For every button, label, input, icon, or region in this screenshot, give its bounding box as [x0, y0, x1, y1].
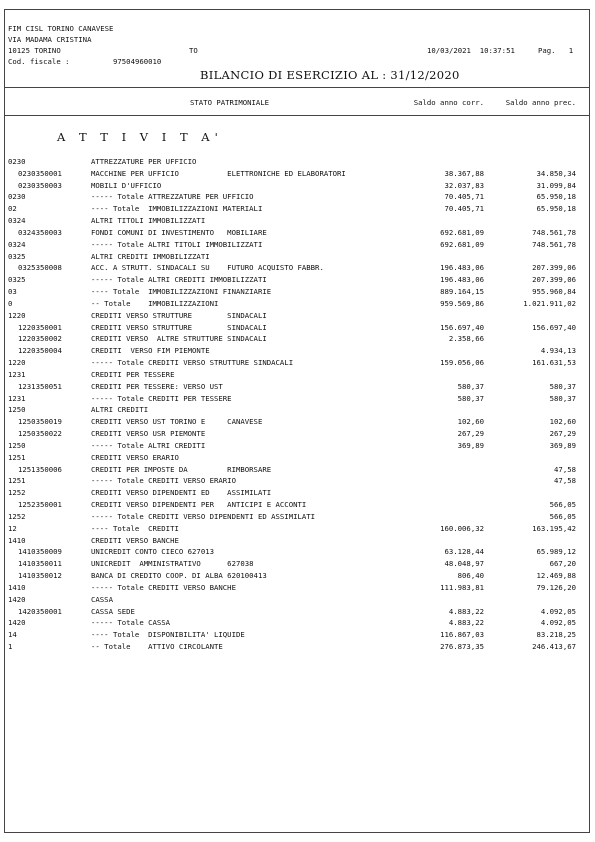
page-number: Pag. 1	[538, 46, 574, 55]
table-row	[0, 416, 595, 427]
balance-previous-year: 34.850,34	[536, 168, 576, 178]
account-code: 1250350019	[18, 417, 62, 427]
table-row	[0, 428, 595, 439]
account-code: 1220350002	[18, 334, 62, 344]
account-code: 1220350001	[18, 322, 62, 332]
balance-previous-year: 580,37	[549, 393, 576, 403]
balance-current-year: 580,37	[457, 381, 484, 391]
account-code: 1252	[8, 511, 26, 521]
report-title: BILANCIO DI ESERCIZIO AL : 31/12/2020	[200, 68, 460, 82]
account-description: CREDITI PER TESSERE	[91, 369, 175, 379]
balance-previous-year: 207.399,06	[532, 263, 576, 273]
account-description: CREDITI VERSO ALTRE STRUTTURE SINDACALI	[91, 334, 267, 344]
account-description: ---- Totale IMMOBILIZZAZIONI MATERIALI	[91, 204, 263, 214]
org-city: 10125 TORINO	[8, 46, 61, 55]
account-code: 0325	[8, 251, 26, 261]
table-row	[0, 617, 595, 628]
balance-current-year: 70.405,71	[444, 192, 484, 202]
table-row	[0, 274, 595, 285]
account-code: 1251350006	[18, 464, 62, 474]
table-row	[0, 440, 595, 451]
table-row	[0, 227, 595, 238]
account-code: 1252	[8, 488, 26, 498]
account-description: CASSA	[91, 594, 113, 604]
account-description: ALTRI CREDITI IMMOBILIZZATI	[91, 251, 210, 261]
table-row	[0, 203, 595, 214]
table-row	[0, 523, 595, 534]
account-description: CREDITI VERSO STRUTTURE SINDACALI	[91, 322, 267, 332]
balance-current-year: 889.164,15	[440, 287, 484, 297]
account-code: 1410	[8, 535, 26, 545]
balance-current-year: 4.883,22	[448, 618, 484, 628]
balance-previous-year: 369,89	[549, 440, 576, 450]
account-description: ----- Totale CREDITI VERSO ERARIO	[91, 476, 236, 486]
balance-previous-year: 4.934,13	[540, 346, 576, 356]
org-name: FIM CISL TORINO CANAVESE	[8, 24, 114, 33]
table-row	[0, 180, 595, 191]
account-code: 1410350012	[18, 571, 62, 581]
table-row	[0, 487, 595, 498]
account-description: CREDITI PER TESSERE: VERSO UST	[91, 381, 223, 391]
account-description: ----- Totale ATTREZZATURE PER UFFICIO	[91, 192, 254, 202]
table-row	[0, 558, 595, 569]
balance-previous-year: 4.092,05	[540, 606, 576, 616]
account-code: 1220	[8, 310, 26, 320]
account-code: 12	[8, 523, 17, 533]
table-row	[0, 452, 595, 463]
account-description: CREDITI VERSO UST TORINO E CANAVESE	[91, 417, 263, 427]
table-row	[0, 629, 595, 640]
balance-current-year: 63.128,44	[444, 547, 484, 557]
table-row	[0, 345, 595, 356]
balance-previous-year: 47,58	[554, 464, 576, 474]
balance-previous-year: 65.950,18	[536, 192, 576, 202]
balance-previous-year: 31.099,84	[536, 180, 576, 190]
account-code: 1250	[8, 405, 26, 415]
account-description: ----- Totale CREDITI VERSO DIPENDENTI ED ASSIMILATI	[91, 511, 316, 521]
balance-current-year: 116.867,03	[440, 630, 484, 640]
balance-current-year: 267,29	[457, 429, 484, 439]
balance-previous-year: 748.561,78	[532, 239, 576, 249]
account-code: 1231	[8, 393, 26, 403]
account-description: CREDITI VERSO BANCHE	[91, 535, 179, 545]
account-description: MACCHINE PER UFFICIO ELETTRONICHE ED ELABORATORI	[91, 168, 346, 178]
account-description: -- Totale ATTIVO CIRCOLANTE	[91, 642, 223, 652]
table-row	[0, 594, 595, 605]
balance-current-year: 692.681,09	[440, 227, 484, 237]
account-description: CREDITI VERSO DIPENDENTI PER ANTICIPI E ACCONTI	[91, 500, 307, 510]
balance-previous-year: 47,58	[554, 476, 576, 486]
account-code: 1420	[8, 594, 26, 604]
balance-previous-year: 79.126,20	[536, 582, 576, 592]
balance-previous-year: 102,60	[549, 417, 576, 427]
account-description: ----- Totale ALTRI TITOLI IMMOBILIZZATI	[91, 239, 263, 249]
account-code: 02	[8, 204, 17, 214]
table-row	[0, 262, 595, 273]
account-description: CREDITI VERSO STRUTTURE SINDACALI	[91, 310, 267, 320]
account-description: ----- Totale CREDITI VERSO BANCHE	[91, 582, 236, 592]
account-code: 1231350051	[18, 381, 62, 391]
account-description: CREDITI VERSO ERARIO	[91, 452, 179, 462]
balance-current-year: 369,89	[457, 440, 484, 450]
account-description: UNICREDIT AMMINISTRATIVO 627038	[91, 559, 254, 569]
table-row	[0, 404, 595, 415]
balance-previous-year: 4.092,05	[540, 618, 576, 628]
table-row	[0, 286, 595, 297]
account-code: 0	[8, 298, 13, 308]
balance-current-year: 160.006,32	[440, 523, 484, 533]
table-row	[0, 582, 595, 593]
table-row	[0, 499, 595, 510]
account-code: 1420	[8, 618, 26, 628]
balance-previous-year: 163.195,42	[532, 523, 576, 533]
column-header-divider	[4, 115, 590, 116]
account-code: 14	[8, 630, 17, 640]
account-code: 03	[8, 287, 17, 297]
balance-previous-year: 161.631,53	[532, 358, 576, 368]
table-row	[0, 251, 595, 262]
account-description: ----- Totale CREDITI PER TESSERE	[91, 393, 232, 403]
account-description: ---- Totale IMMOBILIZZAZIONI FINANZIARIE	[91, 287, 272, 297]
account-description: ----- Totale ALTRI CREDITI	[91, 440, 206, 450]
account-code: 0230	[8, 192, 26, 202]
account-code: 1231	[8, 369, 26, 379]
account-description: ----- Totale CASSA	[91, 618, 171, 628]
account-code: 0324	[8, 216, 26, 226]
balance-previous-year: 207.399,06	[532, 275, 576, 285]
table-row	[0, 156, 595, 167]
table-row	[0, 357, 595, 368]
account-description: ACC. A STRUTT. SINDACALI SU FUTURO ACQUISTO FABBR.	[91, 263, 324, 273]
table-row	[0, 310, 595, 321]
balance-previous-year: 267,29	[549, 429, 576, 439]
balance-current-year: 692.681,09	[440, 239, 484, 249]
section-title: A T T I V I T A'	[57, 130, 223, 144]
balance-current-year: 159.056,06	[440, 358, 484, 368]
column-header-current-year: Saldo anno corr.	[413, 98, 484, 107]
balance-previous-year: 955.960,84	[532, 287, 576, 297]
account-code: 0324350003	[18, 227, 62, 237]
balance-current-year: 580,37	[457, 393, 484, 403]
table-row	[0, 191, 595, 202]
table-row	[0, 546, 595, 557]
table-row	[0, 641, 595, 652]
account-description: ALTRI TITOLI IMMOBILIZZATI	[91, 216, 206, 226]
account-description: ---- Totale CREDITI	[91, 523, 179, 533]
account-description: BANCA DI CREDITO COOP. DI ALBA 620100413	[91, 571, 267, 581]
account-code: 1252350001	[18, 500, 62, 510]
column-header-section: STATO PATRIMONIALE	[190, 98, 270, 107]
balance-current-year: 2.358,66	[448, 334, 484, 344]
balance-current-year: 196.483,06	[440, 275, 484, 285]
org-province: TO	[189, 46, 198, 55]
balance-previous-year: 156.697,40	[532, 322, 576, 332]
account-code: 1410350009	[18, 547, 62, 557]
account-description: CREDITI VERSO USR PIEMONTE	[91, 429, 206, 439]
account-code: 1251	[8, 452, 26, 462]
table-row	[0, 322, 595, 333]
fiscal-code-label: Cod. fiscale :	[8, 57, 70, 66]
account-code: 1420350001	[18, 606, 62, 616]
balance-previous-year: 1.021.911,02	[523, 298, 576, 308]
account-description: CREDITI VERSO DIPENDENTI ED ASSIMILATI	[91, 488, 272, 498]
table-row	[0, 475, 595, 486]
balance-previous-year: 246.413,67	[532, 642, 576, 652]
account-code: 1220350004	[18, 346, 62, 356]
account-code: 1220	[8, 358, 26, 368]
account-code: 0230	[8, 157, 26, 166]
print-date-time: 10/03/2021 10:37:51	[427, 46, 515, 55]
balance-current-year: 32.037,83	[444, 180, 484, 190]
table-row	[0, 606, 595, 617]
balance-previous-year: 667,20	[549, 559, 576, 569]
balance-previous-year: 566,05	[549, 511, 576, 521]
org-address: VIA MADAMA CRISTINA	[8, 35, 92, 44]
balance-current-year: 38.367,88	[444, 168, 484, 178]
balance-previous-year: 65.950,18	[536, 204, 576, 214]
table-row	[0, 333, 595, 344]
account-code: 0324	[8, 239, 26, 249]
balance-previous-year: 748.561,78	[532, 227, 576, 237]
balance-current-year: 4.883,22	[448, 606, 484, 616]
balance-current-year: 156.697,40	[440, 322, 484, 332]
account-description: -- Totale IMMOBILIZZAZIONI	[91, 298, 219, 308]
table-row	[0, 298, 595, 309]
table-row	[0, 570, 595, 581]
account-description: UNICREDIT CONTO CIECO 627013	[91, 547, 215, 557]
balance-current-year: 196.483,06	[440, 263, 484, 273]
table-row	[0, 239, 595, 250]
account-code: 1410	[8, 582, 26, 592]
table-row	[0, 511, 595, 522]
account-code: 0325	[8, 275, 26, 285]
balance-current-year: 48.048,97	[444, 559, 484, 569]
balance-previous-year: 12.469,88	[536, 571, 576, 581]
account-description: ATTREZZATURE PER UFFICIO	[91, 157, 197, 166]
table-row	[0, 464, 595, 475]
account-description: ----- Totale ALTRI CREDITI IMMOBILIZZATI	[91, 275, 267, 285]
table-row	[0, 369, 595, 380]
account-description: CREDITI PER IMPOSTE DA RIMBORSARE	[91, 464, 272, 474]
balance-current-year: 111.983,81	[440, 582, 484, 592]
table-row	[0, 393, 595, 404]
account-code: 1	[8, 642, 13, 652]
table-row	[0, 215, 595, 226]
account-code: 1410350011	[18, 559, 62, 569]
balance-previous-year: 65.989,12	[536, 547, 576, 557]
table-row	[0, 168, 595, 179]
balance-current-year: 102,60	[457, 417, 484, 427]
table-row	[0, 535, 595, 546]
balance-current-year: 276.873,35	[440, 642, 484, 652]
balance-previous-year: 83.218,25	[536, 630, 576, 640]
balance-current-year: 959.569,86	[440, 298, 484, 308]
account-description: ----- Totale CREDITI VERSO STRUTTURE SINDACALI	[91, 358, 294, 368]
account-code: 0230350001	[18, 168, 62, 178]
fiscal-code-value: 97504960010	[113, 57, 162, 66]
balance-current-year: 70.405,71	[444, 204, 484, 214]
account-description: MOBILI D'UFFICIO	[91, 180, 162, 190]
balance-previous-year: 580,37	[549, 381, 576, 391]
account-description: ---- Totale DISPONIBILITA' LIQUIDE	[91, 630, 245, 640]
table-row	[0, 381, 595, 392]
account-description: CASSA SEDE	[91, 606, 135, 616]
balance-previous-year: 566,05	[549, 500, 576, 510]
balance-current-year: 806,40	[457, 571, 484, 581]
account-description: CREDITI VERSO FIM PIEMONTE	[91, 346, 210, 356]
account-description: FONDI COMUNI DI INVESTIMENTO MOBILIARE	[91, 227, 267, 237]
account-description: ALTRI CREDITI	[91, 405, 149, 415]
account-code: 1251	[8, 476, 26, 486]
account-code: 0325350008	[18, 263, 62, 273]
account-code: 1250	[8, 440, 26, 450]
header-divider	[4, 87, 590, 88]
column-header-previous-year: Saldo anno prec.	[505, 98, 576, 107]
account-code: 1250350022	[18, 429, 62, 439]
account-code: 0230350003	[18, 180, 62, 190]
